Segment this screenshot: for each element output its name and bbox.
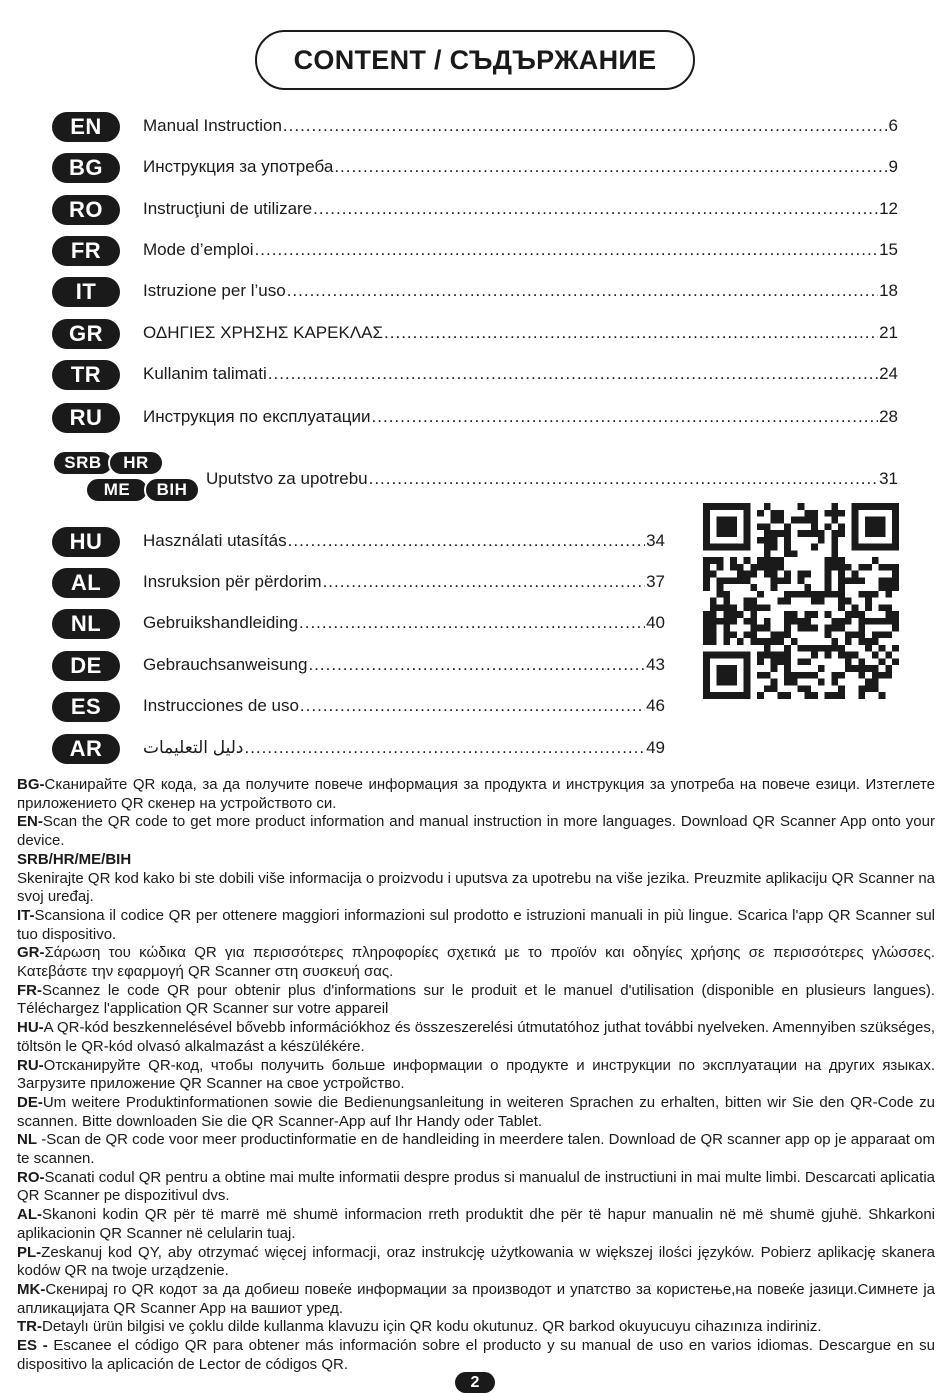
toc-entry <box>143 239 898 261</box>
instruction-text: Scanati codul QR pentru a obtine mai multe informatii despre produs si manualul de instructiuni in mai multe limbi. Descarcati aplicatia QR Scanner pe dispozitivul dvs. <box>17 1168 935 1205</box>
toc-label: Инструкция за употреба <box>143 157 334 176</box>
toc-page-number: 46 <box>646 696 665 715</box>
toc-row <box>52 277 902 307</box>
language-badge-bg: BG <box>52 153 120 183</box>
language-badge-hr: HR <box>108 450 164 476</box>
toc-dot-leader <box>334 156 887 178</box>
toc-label: Istruzione per l’uso <box>143 281 286 300</box>
toc-entry <box>143 322 898 344</box>
toc-entry <box>143 156 898 178</box>
language-code: GR- <box>17 944 45 962</box>
toc-label: Instrucţiuni de utilizare <box>143 199 313 218</box>
instruction-text: Отсканируйте QR-код, чтобы получить больше информации о продукте и инструкции по эксплуатации на других языках. Загрузите приложение QR Scanner на свое устройство. <box>17 1056 935 1093</box>
toc-entry <box>143 406 898 428</box>
language-badge-de: DE <box>52 651 120 681</box>
instruction-text: A QR-kód beszkennelésével bővebb információkhoz és összeszerelési útmutatóhoz juthat további nyelveken. Amennyiben szükséges, töltsön le QR-kód olvasó alkalmazást a készülékére. <box>17 1019 936 1055</box>
language-badge-ar: AR <box>52 734 120 764</box>
language-badge-me: ME <box>85 477 149 503</box>
toc-dot-leader <box>255 239 879 261</box>
toc-label: Инструкция по експлуатации <box>143 407 371 426</box>
qr-instruction-paragraph <box>17 944 935 981</box>
toc-entry <box>143 280 898 302</box>
language-code: RU- <box>17 1056 44 1074</box>
language-badge-gr: GR <box>52 319 120 349</box>
language-badge-bih: BIH <box>144 477 200 503</box>
toc-row <box>52 453 902 499</box>
toc-entry <box>143 737 665 759</box>
toc-row <box>52 319 902 349</box>
language-badge-fr: FR <box>52 236 120 266</box>
toc-page-number: 49 <box>646 738 665 757</box>
instruction-text: -Scan de QR code voor meer productinformatie en de handleiding in meerdere talen. Download de QR scanner app op je apparaat om te scannen. <box>17 1131 935 1168</box>
toc-label: ΟΔΗΓΙΕΣ ΧΡΗΣΗΣ ΚΑΡΕΚΛΑΣ <box>143 323 384 342</box>
toc-page-number: 24 <box>879 364 898 383</box>
toc-page-number: 18 <box>879 281 898 300</box>
instruction-text: Scansiona il codice QR per ottenere maggiori informazioni sul prodotto e istruzioni manuali in più lingue. Scarica l'app QR Scanner sul tuo dispositivo. <box>17 906 935 943</box>
language-badge-ro: RO <box>52 195 120 225</box>
qr-instruction-paragraph <box>17 1169 935 1206</box>
toc-row <box>52 360 902 390</box>
instruction-text: Skenirajte QR kod kako bi ste dobili više informacija o proizvodu i uputsva za upotrebu na više jezika. Preuzmite aplikaciju QR Scanner na svoj uređaj. <box>17 869 935 906</box>
instruction-text: Scan the QR code to get more product information and manual instruction in more languages. Download QR Scanner App onto your device. <box>17 813 935 850</box>
toc-page-number: 6 <box>888 116 898 135</box>
instruction-text: Scannez le code QR pour obtenir plus d'informations sur le produit et le manuel d'utilisation (disponible en plusieurs langues). Téléchargez l'application QR Scanner sur votre appareil <box>17 981 935 1018</box>
qr-instruction-paragraph <box>17 1131 935 1168</box>
instruction-text: Detaylı ürün bilgisi ve çoklu dilde kullanma klavuzu için QR kodu okutunuz. QR barkod okuyucuyu cihazınıza indiriniz. <box>42 1318 822 1336</box>
language-code: TR- <box>17 1318 42 1336</box>
toc-entry <box>143 695 665 717</box>
toc-row <box>52 195 902 225</box>
page-number: 2 <box>455 1372 495 1393</box>
language-code: RO- <box>17 1168 45 1186</box>
qr-instruction-paragraph <box>17 1244 935 1281</box>
language-code: DE- <box>17 1093 43 1111</box>
qr-instruction-paragraph <box>17 1206 935 1243</box>
language-code: SRB/HR/ME/BIH <box>17 850 132 868</box>
language-code: IT- <box>17 906 35 924</box>
language-code: HU- <box>17 1019 44 1037</box>
toc-page-number: 43 <box>646 655 665 674</box>
qr-instruction-paragraph <box>17 982 935 1019</box>
instruction-text: Сканирайте QR кода, за да получите повече информация за продукта и инструкция за употреба на повече езици. Изтеглете приложението QR скенер на устройството си. <box>17 776 935 812</box>
toc-row <box>52 403 902 433</box>
toc-dot-leader <box>323 571 646 593</box>
language-badge-al: AL <box>52 568 120 598</box>
toc-dot-leader <box>299 612 645 634</box>
language-badge-srb: SRB <box>52 450 114 476</box>
qr-instruction-paragraph <box>17 1094 935 1131</box>
toc-label: Uputstvo za upotrebu <box>206 469 368 488</box>
toc-label: Kullanim talimati <box>143 364 267 383</box>
toc-page-number: 15 <box>879 240 898 259</box>
qr-instruction-paragraph <box>17 907 935 944</box>
qr-instruction-paragraph <box>17 1281 935 1318</box>
toc-label: Gebrauchsanweisung <box>143 655 308 674</box>
toc-entry <box>206 468 898 490</box>
instruction-text: Um weitere Produktinformationen sowie die Bedienungsanleitung in weiteren Sprachen zu erhalten, bitten wir Sie den QR-Code zu scannen. Bitte downloaden Sie die QR Scanner-App auf Ihr Handy oder Tablet. <box>17 1093 935 1130</box>
qr-instruction-paragraph <box>17 1019 935 1056</box>
instruction-text: Zeskanuj kod QY, aby otrzymać więcej informacji, oraz instrukcję użytkowania w większej ilości języków. Pobierz aplikację skanera kodów QR na twoje urządzenie. <box>17 1243 935 1280</box>
toc-entry <box>143 654 665 676</box>
qr-instructions <box>17 776 935 1375</box>
toc-entry <box>143 571 665 593</box>
toc-page-number: 12 <box>879 199 898 218</box>
qr-instruction-paragraph <box>17 813 935 850</box>
language-badge-it: IT <box>52 277 120 307</box>
language-badge-en: EN <box>52 112 120 142</box>
toc-dot-leader <box>384 322 878 344</box>
toc-dot-leader <box>308 654 645 676</box>
language-badge-nl: NL <box>52 609 120 639</box>
language-code: NL <box>17 1131 37 1149</box>
toc-label: Mode d’emploi <box>143 240 254 259</box>
instruction-text: Σάρωση του κώδικα QR για περισσότερες πληροφορίες σχετικά με το προϊόν και οδηγίες χρήσης σε περισσότερες γλώσσες. Κατεβάστε την εφαρμογή QR Scanner στη συσκευή σας. <box>17 944 935 981</box>
language-code: AL- <box>17 1206 42 1224</box>
qr-instruction-paragraph <box>17 776 935 813</box>
language-badge-hu: HU <box>52 527 120 557</box>
toc-label: Használati utasítás <box>143 531 287 550</box>
toc-dot-leader <box>244 737 645 759</box>
language-code: PL- <box>17 1243 42 1261</box>
toc-label: Insruksion për përdorim <box>143 572 322 591</box>
qr-instruction-paragraph <box>17 1318 935 1337</box>
language-badge-ru: RU <box>52 403 120 433</box>
toc-label: Instrucciones de uso <box>143 696 299 715</box>
toc-page-number: 40 <box>646 613 665 632</box>
toc-entry <box>143 198 898 220</box>
toc-page-number: 31 <box>879 469 898 488</box>
toc-page-number: 34 <box>646 531 665 550</box>
toc-page-number: 37 <box>646 572 665 591</box>
toc-entry <box>143 115 898 137</box>
toc-dot-leader <box>283 115 888 137</box>
toc-row <box>52 153 902 183</box>
toc-dot-leader <box>369 468 878 490</box>
toc-dot-leader <box>313 198 878 220</box>
toc-label: Gebruikshandleiding <box>143 613 298 632</box>
qr-code-icon <box>703 503 899 699</box>
toc-row <box>52 112 902 142</box>
toc-dot-leader <box>288 530 645 552</box>
toc-dot-leader <box>287 280 878 302</box>
toc-dot-leader <box>300 695 645 717</box>
toc-page-number: 21 <box>879 323 898 342</box>
toc-dot-leader <box>372 406 879 428</box>
toc-entry <box>143 612 665 634</box>
page-title: CONTENT / СЪДЪРЖАНИЕ <box>255 30 695 90</box>
instruction-text: Скенирај го QR кодот за да добиеш повеќе информации за производот и упатство за користење,на повеќе јазици.Симнете ја апликацијата QR Scanner App на вашиот уред. <box>17 1280 935 1317</box>
toc-page-number: 9 <box>888 157 898 176</box>
language-badge-tr: TR <box>52 360 120 390</box>
language-code: MK- <box>17 1280 46 1298</box>
qr-instruction-paragraph <box>17 851 935 870</box>
qr-instruction-paragraph <box>17 870 935 907</box>
toc-dot-leader <box>268 363 878 385</box>
language-badge-es: ES <box>52 692 120 722</box>
toc-label: دليل التعليمات <box>143 738 244 757</box>
toc-entry <box>143 363 898 385</box>
toc-page-number: 28 <box>879 407 898 426</box>
toc-entry <box>143 530 665 552</box>
toc-label: Manual Instruction <box>143 116 282 135</box>
language-code: EN- <box>17 813 43 831</box>
instruction-text: Skanoni kodin QR për të marrë më shumë informacion rreth produktit dhe për të hapur manualin në më shumë gjuhë. Shkarkoni aplikacionin QR Scanner në celularin tuaj. <box>17 1206 935 1242</box>
instruction-text: Escanee el código QR para obtener más información sobre el producto y su manual de uso en varios idiomas. Descargue en su dispositivo la aplicación de Lector de códigos QR. <box>17 1337 935 1373</box>
qr-instruction-paragraph <box>17 1057 935 1094</box>
language-code: ES - <box>17 1337 54 1355</box>
language-code: FR- <box>17 981 42 999</box>
toc-row <box>52 236 902 266</box>
language-code: BG- <box>17 776 45 793</box>
qr-instruction-paragraph <box>17 1337 935 1374</box>
toc-row <box>52 734 902 764</box>
